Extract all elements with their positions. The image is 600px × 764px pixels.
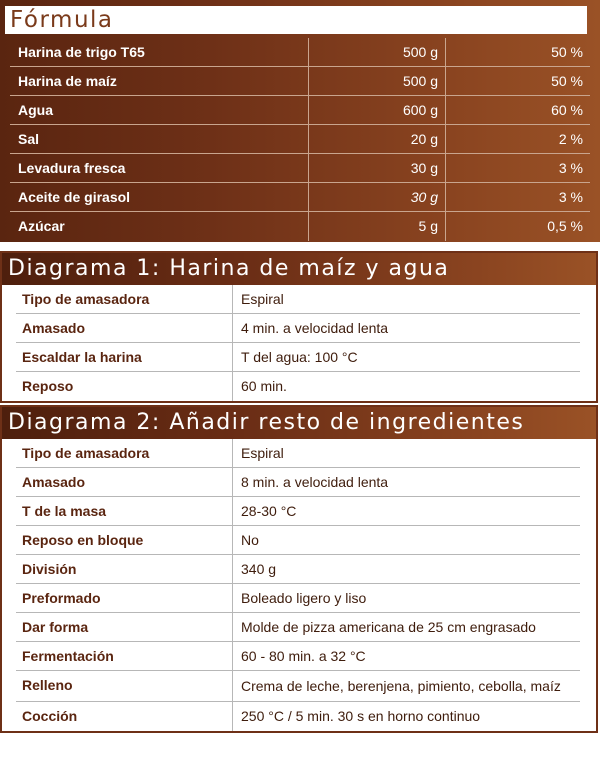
table-row bbox=[16, 526, 580, 555]
formula-row bbox=[10, 96, 590, 125]
ingredient-name: Aceite de girasol bbox=[18, 189, 131, 205]
table-row bbox=[16, 314, 580, 343]
table-row bbox=[16, 439, 580, 468]
row-key: Amasado bbox=[16, 314, 233, 342]
table-row bbox=[16, 613, 580, 642]
ingredient-name: Azúcar bbox=[18, 218, 65, 234]
ingredient-percent: 3 % bbox=[445, 154, 590, 183]
row-value: Espiral bbox=[241, 445, 284, 461]
ingredient-percent: 2 % bbox=[445, 125, 590, 154]
row-value: 28-30 °C bbox=[241, 503, 297, 519]
formula-row bbox=[10, 125, 590, 154]
ingredient-percent: 50 % bbox=[445, 38, 590, 67]
table-row bbox=[16, 702, 580, 731]
diagram-1 bbox=[0, 251, 598, 403]
table-row bbox=[16, 584, 580, 613]
diagram-2-title: Diagrama 2: Añadir resto de ingredientes bbox=[2, 407, 596, 439]
row-value: No bbox=[241, 532, 259, 548]
row-key: Reposo bbox=[16, 372, 233, 401]
row-value: 340 g bbox=[241, 561, 277, 577]
ingredient-amount: 20 g bbox=[308, 125, 445, 154]
row-key: Escaldar la harina bbox=[16, 343, 233, 371]
ingredient-name: Levadura fresca bbox=[18, 160, 126, 176]
table-row bbox=[16, 285, 580, 314]
ingredient-amount: 5 g bbox=[308, 212, 445, 241]
row-value: Molde de pizza americana de 25 cm engrasado bbox=[241, 619, 536, 635]
formula-row bbox=[10, 67, 590, 96]
formula-title: Fórmula bbox=[5, 6, 587, 34]
ingredient-name: Agua bbox=[18, 102, 53, 118]
ingredient-name: Harina de maíz bbox=[18, 73, 117, 89]
formula-row bbox=[10, 38, 590, 67]
formula-table bbox=[0, 0, 600, 242]
row-value: 250 °C / 5 min. 30 s en horno continuo bbox=[241, 708, 481, 724]
row-key: Fermentación bbox=[16, 642, 233, 670]
ingredient-amount: 30 g bbox=[308, 154, 445, 183]
row-key: Tipo de amasadora bbox=[16, 285, 233, 313]
table-row bbox=[16, 343, 580, 372]
diagram-1-title: Diagrama 1: Harina de maíz y agua bbox=[2, 253, 596, 285]
row-value: 4 min. a velocidad lenta bbox=[241, 320, 389, 336]
row-value: 60 min. bbox=[241, 378, 287, 394]
table-row bbox=[16, 497, 580, 526]
ingredient-percent: 0,5 % bbox=[445, 212, 590, 241]
row-key: División bbox=[16, 555, 233, 583]
ingredient-percent: 60 % bbox=[445, 96, 590, 125]
ingredient-amount: 30 g bbox=[308, 183, 445, 212]
row-key: Reposo en bloque bbox=[16, 526, 233, 554]
table-row bbox=[16, 468, 580, 497]
row-key: Relleno bbox=[16, 671, 233, 701]
row-key: Tipo de amasadora bbox=[16, 439, 233, 467]
row-key: Preformado bbox=[16, 584, 233, 612]
table-row bbox=[16, 671, 580, 702]
row-key: Dar forma bbox=[16, 613, 233, 641]
row-value: 8 min. a velocidad lenta bbox=[241, 474, 389, 490]
table-row bbox=[16, 642, 580, 671]
row-value: T del agua: 100 °C bbox=[241, 349, 358, 365]
ingredient-name: Harina de trigo T65 bbox=[18, 44, 145, 60]
ingredient-amount: 600 g bbox=[308, 96, 445, 125]
row-key: Cocción bbox=[16, 702, 233, 731]
ingredient-amount: 500 g bbox=[308, 67, 445, 96]
ingredient-amount: 500 g bbox=[308, 38, 445, 67]
row-key: Amasado bbox=[16, 468, 233, 496]
formula-row bbox=[10, 154, 590, 183]
formula-row bbox=[10, 183, 590, 212]
row-key: T de la masa bbox=[16, 497, 233, 525]
table-row bbox=[16, 372, 580, 401]
ingredient-percent: 50 % bbox=[445, 67, 590, 96]
row-value: 60 - 80 min. a 32 °C bbox=[241, 648, 366, 664]
row-value: Crema de leche, berenjena, pimiento, cebolla, maíz bbox=[241, 678, 561, 694]
formula-row bbox=[10, 212, 590, 241]
row-value: Espiral bbox=[241, 291, 284, 307]
row-value: Boleado ligero y liso bbox=[241, 590, 367, 606]
table-row bbox=[16, 555, 580, 584]
diagram-2 bbox=[0, 405, 598, 733]
ingredient-name: Sal bbox=[18, 131, 40, 147]
ingredient-percent: 3 % bbox=[445, 183, 590, 212]
